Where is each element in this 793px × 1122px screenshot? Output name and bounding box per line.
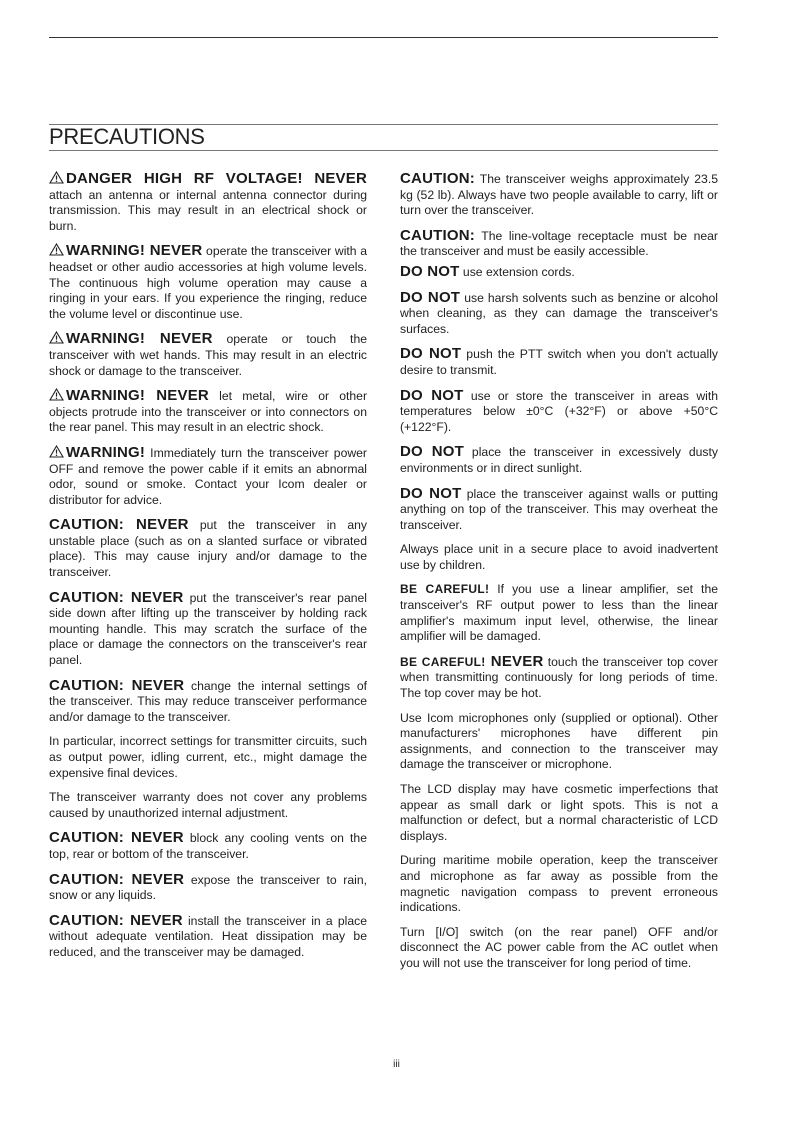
warning-headset — [49, 243, 367, 322]
para-body: If you use a linear amplifier, set the transceiver's RF output power to less than the linear amplifier's maximum input level, otherwise, the linear amplifier will be damaged. — [400, 582, 718, 644]
warning-triangle-icon — [49, 388, 64, 401]
para-body: touch the transceiver top cover when transmitting continuously for long periods of time. The top cover may be hot. — [400, 654, 718, 701]
para-body: The LCD display may have cosmetic imperfections that appear as small dark or light spots. This is not a malfunction or defect, but a normal characteristic of LCD displays. — [400, 782, 718, 843]
do-not-ptt — [400, 346, 718, 378]
warning-power-off — [49, 445, 367, 508]
para-body: Use Icom microphones only (supplied or optional). Other manufacturers' microphones have different pin assignments, and connection to the transceiver may damage the transceiver or microphone. — [400, 710, 718, 772]
para-body: The transceiver weighs approximately 23.5 kg (52 lb). Always have two people available to carry, lift or turn over the transceiver. — [400, 172, 718, 218]
para-lead: DO NOT — [400, 288, 461, 306]
para-body: Turn [I/O] switch (on the rear panel) OFF and/or disconnect the AC power cable from the AC outlet when you will not use the transceiver for long period of time. — [400, 924, 718, 970]
right-column — [400, 171, 718, 981]
note-children — [400, 542, 718, 573]
do-not-solvents — [400, 290, 718, 338]
para-lead: WARNING! NEVER — [66, 387, 209, 405]
note-maritime — [400, 853, 718, 915]
para-lead: DANGER HIGH RF VOLTAGE! NEVER — [66, 170, 367, 187]
para-body: operate the transceiver with a headset or other audio accessories at high volume levels. The continuous high volume operation may cause a ringing in your ears. If you experience the ringing, reduce the volume level or discontinue use. — [49, 244, 367, 321]
para-lead: BE CAREFUL! — [400, 654, 486, 669]
warning-triangle-icon — [49, 243, 64, 256]
para-body: use harsh solvents such as benzine or alcohol when cleaning, as they can damage the transceiver's surfaces. — [400, 290, 718, 336]
caution-receptacle — [400, 228, 718, 260]
para-body: During maritime mobile operation, keep the transceiver and microphone as far away as possible from the magnetic navigation compass to prevent erroneous indications. — [400, 853, 718, 915]
para-body: The line-voltage receptacle must be near the transceiver and must be easily accessible. — [400, 228, 718, 259]
para-lead: CAUTION: NEVER — [49, 676, 185, 694]
para-lead: BE CAREFUL! — [400, 582, 490, 597]
para-body: place the transceiver against walls or putting anything on top of the transceiver. This may overheat the transceiver. — [400, 486, 719, 532]
para-body: place the transceiver in excessively dusty environments or in direct sunlight. — [400, 445, 719, 475]
warning-metal-objects — [49, 388, 367, 436]
para-lead: DO NOT — [400, 262, 460, 280]
para-body: attach an antenna or internal antenna connector during transmission. This may result in an electrical shock or burn. — [49, 187, 367, 233]
do-not-temperatures — [400, 388, 718, 436]
para-body: put the transceiver's rear panel side down after lifting up the transceiver by holding rack mounting handle. This may scratch the surface of the place or damage the connectors on the transceiver's rear panel. — [49, 590, 367, 668]
do-not-dusty — [400, 444, 718, 476]
title-underline — [49, 150, 718, 151]
warning-triangle-icon — [49, 331, 64, 344]
para-body: Always place unit in a secure place to avoid inadvertent use by children. — [400, 542, 718, 572]
para-lead: CAUTION: NEVER — [49, 516, 189, 534]
para-body: install the transceiver in a place without adequate ventilation. Heat dissipation may be reduced, and the transceiver may be damaged. — [49, 913, 367, 959]
caution-rear-panel — [49, 590, 367, 669]
caution-unstable-place — [49, 517, 367, 580]
warning-triangle-icon — [49, 445, 64, 458]
para-body: push the PTT switch when you don't actually desire to transmit. — [400, 347, 718, 377]
caution-cooling-vents — [49, 830, 367, 862]
para-lead: CAUTION: NEVER — [49, 911, 183, 929]
page-number: iii — [393, 1059, 400, 1070]
note-lcd — [400, 782, 718, 844]
para-body: use extension cords. — [459, 264, 575, 279]
header-rule — [49, 37, 718, 38]
caution-internal-settings — [49, 678, 367, 726]
para-lead-never: NEVER — [485, 652, 544, 670]
para-body: operate or touch the transceiver with wet hands. This may result in an electric shock or damage to the transceiver. — [49, 332, 367, 378]
caution-weight — [400, 171, 718, 219]
para-lead: DO NOT — [400, 484, 462, 502]
para-lead: CAUTION: NEVER — [49, 829, 184, 847]
note-incorrect-settings — [49, 734, 367, 781]
do-not-walls — [400, 486, 718, 534]
careful-top-cover — [400, 654, 718, 702]
do-not-extension-cords — [400, 264, 718, 281]
para-lead: CAUTION: — [400, 226, 475, 244]
para-body: In particular, incorrect settings for transmitter circuits, such as output power, idling current, etc., might damage the expensive final devices. — [49, 734, 367, 780]
para-lead: CAUTION: — [400, 170, 475, 187]
note-power-switch — [400, 925, 718, 972]
left-column — [49, 171, 367, 970]
warning-triangle-icon — [49, 171, 64, 184]
para-body: The transceiver warranty does not cover any problems caused by unauthorized internal adjustment. — [49, 790, 367, 820]
para-lead: CAUTION: NEVER — [49, 588, 184, 606]
warning-wet-hands — [49, 331, 367, 379]
para-lead: WARNING! NEVER — [66, 330, 213, 348]
para-lead: CAUTION: NEVER — [49, 870, 185, 888]
para-lead: DO NOT — [400, 386, 464, 404]
danger-rf-voltage — [49, 171, 367, 234]
para-body: Immediately turn the transceiver power OFF and remove the power cable if it emits an abnormal odor, sound or smoke. Contact your Icom dealer or distributor for advice. — [49, 445, 367, 507]
para-body: use or store the transceiver in areas with temperatures below ±0°C (+32°F) or above +50°C (+122°F). — [400, 388, 719, 434]
page-title: PRECAUTIONS — [49, 124, 205, 149]
para-body: expose the transceiver to rain, snow or any liquids. — [49, 872, 367, 903]
note-microphones — [400, 711, 718, 773]
para-lead: WARNING! NEVER — [66, 242, 203, 260]
para-body: put the transceiver in any unstable place (such as on a slanted surface or vibrated place). This may cause injury and/or damage to the transceiver. — [49, 518, 367, 580]
para-body: change the internal settings of the transceiver. This may reduce transceiver performance and/or damage to the transceiver. — [49, 678, 367, 724]
para-body: let metal, wire or other objects protrude into the transceiver or into connectors on the rear panel. This may result in an electric shock. — [49, 389, 368, 435]
careful-linear-amplifier — [400, 582, 718, 644]
para-body: block any cooling vents on the top, rear or bottom of the transceiver. — [49, 831, 367, 861]
caution-ventilation — [49, 913, 367, 961]
caution-rain — [49, 872, 367, 904]
para-lead: DO NOT — [400, 345, 462, 363]
para-lead: WARNING! — [66, 443, 146, 461]
note-warranty — [49, 790, 367, 821]
para-lead: DO NOT — [400, 443, 465, 461]
